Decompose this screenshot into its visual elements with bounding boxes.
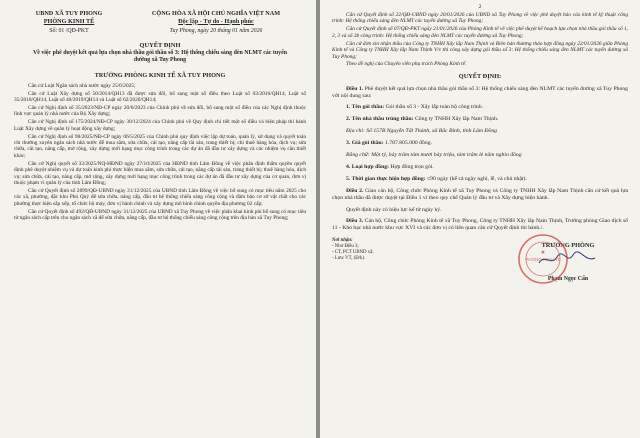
country-name: CỘNG HÒA XÃ HỘI CHỦ NGHĨA VIỆT NAM xyxy=(151,10,281,17)
legal-basis-paragraph: Căn cứ Luật Xây dựng số 50/2014/QH13 đã được sửa đổi, bổ sung một số điều theo Luật số 03/2016/QH14, Luật số 35/2018/QH14, Luật số 40/2019/QH14 và Luật số 62/2020/QH14; xyxy=(14,90,306,104)
article-text: Phê duyệt kết quả lựa chọn nhà thầu gói thầu số 3: Hệ thống chiếu sáng đèn NLMT các tuyến đường xã Tuy Phong với nội dung sau: xyxy=(332,85,628,99)
effect-clause: Quyết định này có hiệu lực kể từ ngày ký. xyxy=(346,206,442,213)
document-page-1 xyxy=(0,0,316,438)
item-label: Bằng chữ: xyxy=(346,152,370,159)
article-text: Cán bộ, Công chức Phòng Kinh tế xã Tuy Phong, Công ty TNHH Xây lắp Nam Thịnh, Trưởng phòng Giao dịch số 11 - Kho bạc nhà nước khu vực XVI và các đơn vị có liên quan căn cứ Quyết định thi hành./. xyxy=(332,217,628,232)
item-label: 3. Giá gói thầu: xyxy=(346,140,384,147)
legal-basis-paragraph: Căn cứ Nghị quyết số 33/2025/NQ-HĐND ngày 27/10/2025 của HĐND tỉnh Lâm Đồng về việc phân định thẩm quyền quyết định phê duyệt nhiệm vụ và dự toán kinh phí thực hiện mua sắm, sửa chữa, cải tạo, nâng cấp tài sản, trang thiết bị; thuê hàng hóa, dịch vụ; sửa chữa, cải tạo, nâng cấp, mở rộng, xây dựng mới hạng mục công trình trong các dự án đã đầu tư xây dựng của cơ quan, đơn vị thuộc phạm vi quản lý của tỉnh Lâm Đồng; xyxy=(14,160,306,187)
item-value: 1.787.805.000 đồng. xyxy=(385,140,432,147)
recipients-list xyxy=(332,238,442,282)
decision-item xyxy=(332,128,628,135)
decision-item xyxy=(332,116,628,123)
item-label: 4. Loại hợp đồng: xyxy=(346,164,389,171)
article-text: Giao cán bộ, Công chức Phòng Kinh tế xã Tuy Phong và Công ty TNHH Xây lắp Nam Thịnh căn cứ kết quả lựa chọn nhà thầu đã được duyệt tại Điều 1 vì theo quy chế Quản lý đầu tư và Xây dựng hiện hành. xyxy=(332,188,629,202)
item-value: Số 157B Nguyễn Tất Thành, xã Bắc Bình, tỉnh Lâm Đồng xyxy=(366,128,498,135)
signature-block xyxy=(508,238,628,282)
legal-basis-paragraph: Căn cứ Quyết định số 492/QĐ-UBND ngày 31/12/2025 của UBND xã Tuy Phong về việc phân khai kinh phí bổ sung có mục tiêu từ ngân sách cấp trên cho ngân sách xã để sửa chữa, nâng cấp, đầu tư hệ thống chiếu sáng công cộng trên địa bàn xã Tuy Phong; xyxy=(14,208,306,222)
item-value: ≤90 ngày (kể cả ngày nghỉ, lễ, và chủ nhật). xyxy=(427,176,527,183)
article-label: Điều 2. xyxy=(346,188,364,195)
recipient: - CT, PCT UBND xã; xyxy=(332,250,374,256)
item-value: Công ty TNHH Xây lắp Nam Thịnh. xyxy=(414,116,499,123)
document-title: QUYẾT ĐỊNH xyxy=(139,42,181,50)
legal-basis-paragraph: Căn cứ Quyết định số 07/QĐ-PKT ngày 21/01/2026 của Phòng Kinh tế về việc phê duyệt kế hoạch lựa chọn nhà thầu gói thầu số 1, 2, 3 và số 3b công trình: Hệ thống chiếu sáng đèn NLMT các tuyến đường xã Tuy Phong; xyxy=(332,26,628,39)
item-value: Hợp đồng trọn gói. xyxy=(390,164,434,171)
item-label: 1. Tên gói thầu: xyxy=(346,104,385,111)
recipients-header: Nơi nhận: xyxy=(332,238,353,244)
article-label: Điều 3. xyxy=(346,217,364,224)
document-header xyxy=(14,10,306,25)
page-number: 2 xyxy=(478,4,482,10)
document-subtitle: Về việc phê duyệt kết quả lựa chọn nhà thầu gói thầu số 3: Hệ thống chiếu sáng đèn NLMT các tuyến đường xã Tuy Phong xyxy=(33,50,287,64)
legal-basis-paragraph: Căn cứ Nghị định số 175/2024/NĐ-CP ngày 30/12/2024 của Chính phủ về Quy định chi tiết một số điều và biện pháp thi hành Luật Xây dựng về quản lý hoạt động xây dựng; xyxy=(14,119,306,132)
legal-basis-paragraph: Căn cứ Nghị định số 35/2023/NĐ-CP ngày 20/6/2023 của Chính phủ về sửa đổi, bổ sung một số điều của các Nghị định thuộc lĩnh vực quản lý nhà nước của Bộ Xây dựng; xyxy=(14,104,306,118)
item-label: 5. Thời gian thực hiện hợp đồng: xyxy=(346,176,426,183)
svg-text:★: ★ xyxy=(540,249,546,257)
legal-basis-paragraph: Căn cứ Nghị định số 98/2025/NĐ-CP ngày 06/5/2025 của Chính phủ quy định việc lập dự toán, quản lý, sử dụng và quyết toán chi thường xuyên ngân sách nhà nước để mua sắm, sửa chữa, cải tạo, nâng cấp tài sản, trang thiết bị; chi thuê hàng hóa, dịch vụ; sửa chữa, cải tạo, nâng cấp, mở rộng, xây dựng mới hạng mục công trình trong các dự án đã đầu tư xây dựng và các nhiệm vụ cần thiết khác; xyxy=(14,133,306,159)
signer-title: TRƯỞNG PHÒNG xyxy=(541,242,595,250)
article-1 xyxy=(332,86,628,100)
item-label: Địa chỉ: xyxy=(346,128,365,135)
decision-heading: QUYẾT ĐỊNH: xyxy=(458,72,502,80)
decision-item xyxy=(332,176,628,183)
national-block xyxy=(126,10,306,25)
decision-item xyxy=(332,140,628,147)
signer-name: Phạm Ngọc Cẩn xyxy=(547,276,589,283)
agency-block xyxy=(14,10,124,25)
issuing-authority: TRƯỞNG PHÒNG KINH TẾ XÃ TUY PHONG xyxy=(94,71,226,79)
national-motto: Độc lập - Tự do - Hạnh phúc xyxy=(178,17,254,25)
legal-basis-paragraph: Theo đề nghị của Chuyên viên phụ trách Phòng Kinh tế. xyxy=(346,61,467,68)
article-label: Điều 1. xyxy=(346,85,364,92)
item-value: Gói thầu số 3 - Xây lắp toàn bộ công trình. xyxy=(385,104,484,111)
agency-name: UBND XÃ TUY PHONG xyxy=(35,10,103,17)
decision-item xyxy=(332,104,628,111)
document-date: Tuy Phong, ngày 20 tháng 01 năm 2026 xyxy=(169,28,263,35)
legal-basis-paragraph: Căn cứ Luật Ngân sách nhà nước ngày 25/6/2025; xyxy=(28,82,136,89)
recipient: - Như Điều 3; xyxy=(332,244,359,250)
signature-section xyxy=(332,238,628,282)
department-name: PHÒNG KINH TẾ xyxy=(43,17,95,25)
legal-basis-paragraph: Căn cứ Quyết định số 2899/QĐ-UBND ngày 31/12/2025 của UBND tỉnh Lâm Đồng về việc bổ sung có mục tiêu năm 2025 cho các xã, phường, đặc khu Phú Quý để sửa chữa, nâng cấp, đầu tư hệ thống chiếu sáng công cộng và đảm bảo cơ sở vật chất cho các phường thực hiện sắp xếp, tổ chức bộ máy, đơn vị hành chính và xây dựng mô hình chính quyền địa phương 02 cấp; xyxy=(14,187,306,207)
article-2 xyxy=(332,188,628,202)
decision-item xyxy=(332,152,628,159)
item-value: Một tỷ, bảy trăm tám mươi bảy triệu, tám trăm lẻ năm nghìn đồng xyxy=(371,152,522,159)
recipient: - Lưu: VT, (Đ/k). xyxy=(332,256,366,262)
legal-basis-paragraph: Căn cứ Quyết định số 22/QĐ-UBND ngày 20/01/2026 của UBND xã Tuy Phong về việc phê duyệt báo cáo kinh tế kỹ thuật công trình: Hệ thống chiếu sáng đèn NLMT các tuyến đường xã Tuy Phong; xyxy=(332,12,628,25)
item-label: 2. Tên nhà thầu trúng thầu: xyxy=(346,116,414,123)
document-page-2 xyxy=(320,0,640,438)
decision-item xyxy=(332,164,628,171)
article-3 xyxy=(332,218,628,232)
stamp-text: PHÒNG KINH TẾ xyxy=(525,257,561,263)
document-number: Số: 01 /QĐ-PKT xyxy=(49,28,89,35)
official-stamp xyxy=(516,232,570,286)
legal-basis-paragraph: Căn cứ đơn xin nhận thầu của Công ty TNHH Xây lắp Nam Thịnh và Biên bản thương thảo hợp đồng ngày 22/01/2026 giữa Phòng Kinh tế và Công ty TNHH Xây lắp Nam Thịnh V/v thi công xây dựng gói thầu số 3: Hệ thống chiếu sáng đèn NLMT các tuyến đường xã Tuy Phong; xyxy=(332,40,628,60)
